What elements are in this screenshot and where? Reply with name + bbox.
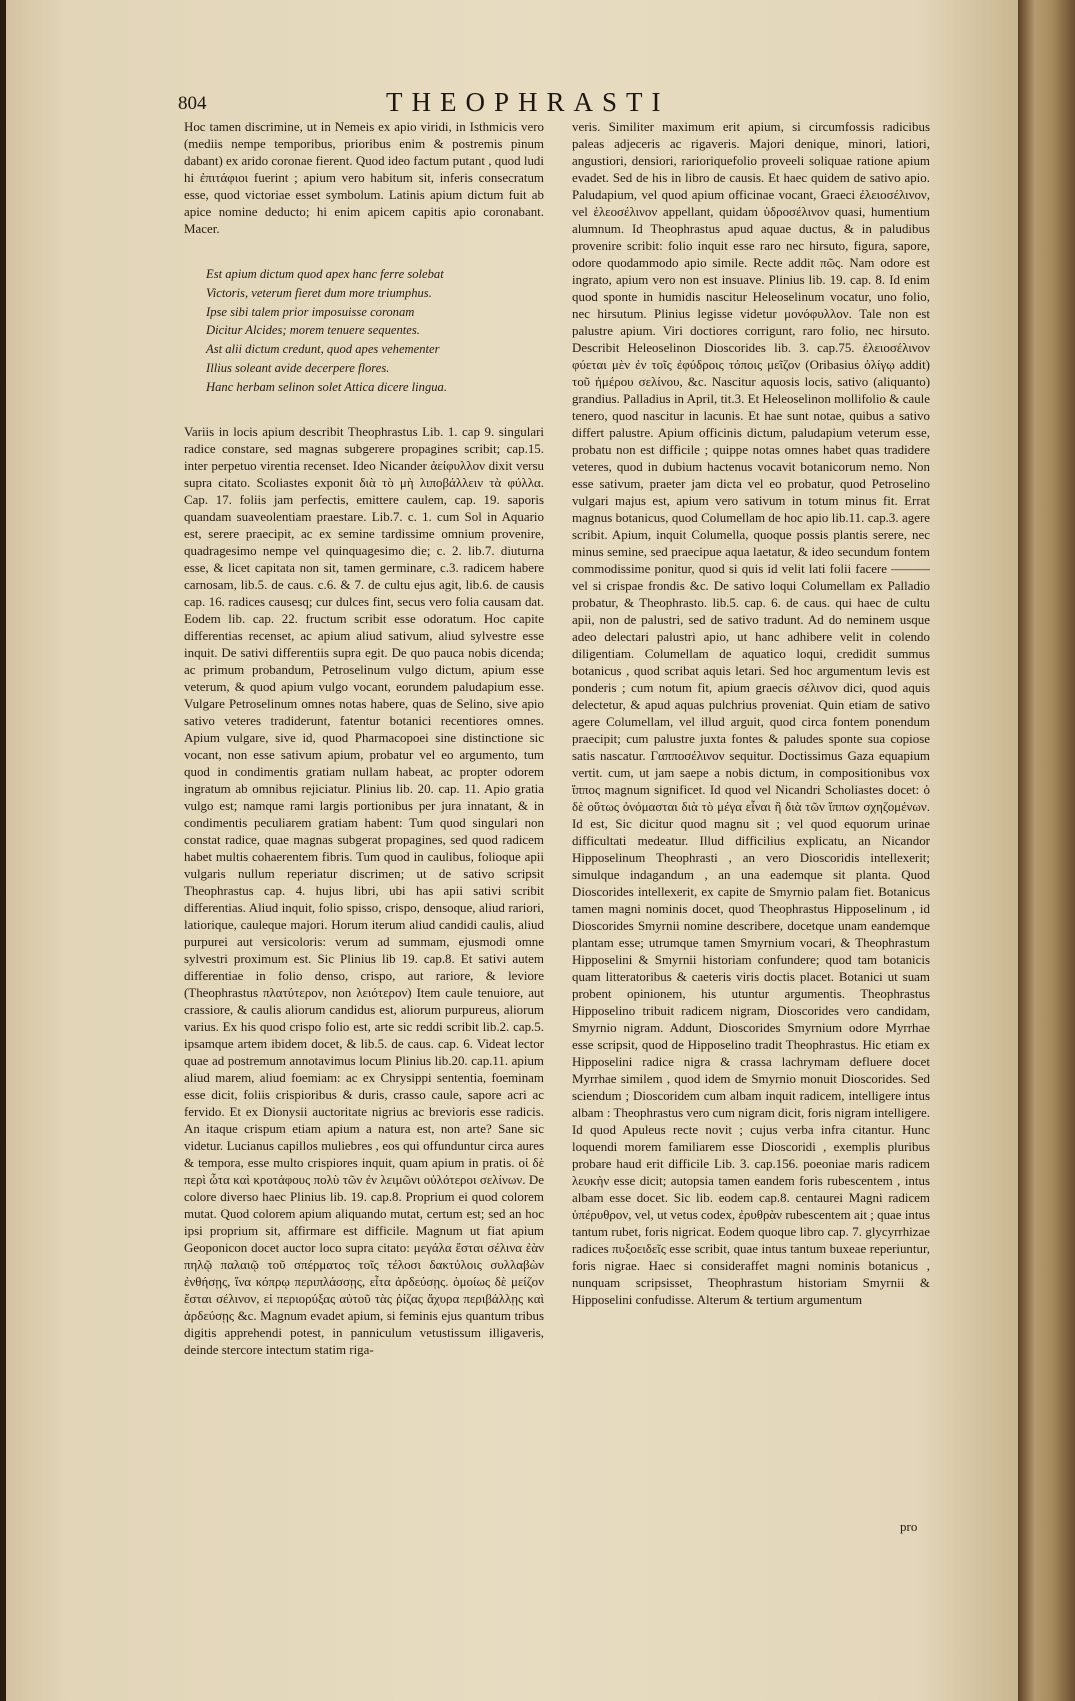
commentary-paragraph: veris. Similiter maximum erit apium, si circumfossis radicibus paleas adjeceris ac rigaveris. Majori denique, minori, latiori, angustiori, densiori, rarioriquefolio proveeli soliquae ratione apium evadet. Sed de his in libro de causis. Et haec quidem de sativo apio. Paludapium, vel quod apium officinae vocant, Graeci ἐλειοσέλινον, vel ἑλεοσέλινον appellant, quidam ὑδροσέλινον quasi, humentium alumnum. Id Theophrastus apud aquae ductus, & in paludibus provenire scribit: folio inquit esse raro nec hirsuto, figura, sapore, odore quodammodo apio simile. Recte addit πῶς. Nam odore est ingrato, apium vero non est insuave. Plinius lib. 19. cap. 8. Id enim quod sponte in humidis nascitur Heleoselinum vocatur, uno folio, nec hirsutum. Plinius legisse videtur μονόφυλλον. Tale non est palustre apium. Viri doctiores corrigunt, raro folio, nec hirsuto. Describit Heleoselinon Dioscorides lib. 3. cap.75. ἐλειοσέλινον φύεται μὲν ἐν τοῖς ἐφύδροις τόποις μεῖζον (Oribasius ὀλίγῳ addit) τοῦ ἡμέρου σελίνου, &c. Nascitur aquosis locis, sativo (aliquanto) grandius. Palladius in April, tit.3. Et Heleoselinon mollifolio & caule tenero, quod nascitur in lacunis. Et hae sunt notae, quibus a sativo differt palustre. Apium officinis dictum, paludapium veterum esse, probatu non est difficile ; quippe notas omnes habet quas tradidere veteres, quod in dubium hactenus vocavit botanicorum nemo. Non esse sativum, praeter jam dicta vel eo probatur, quod Petroselino vulgari majus est, apium vero sativum in totum minus fit. Errat magnus botanicus, quod Columellam de hoc apio lib.11. cap.3. agere scribit. Apium, inquit Columella, quoque possis plantis serere, nec minus semine, sed praecipue aqua laetatur, & ideo secundum fontem commodissime ponitur, quod si quis id velit lati folii facere ——— vel si crispae frondis &c. De sativo loqui Columellam ex Palladio probatur, & Theophrasto. lib.5. cap. 6. de caus. qui haec de cultu apii, non de palustri, sed de sativo tradunt. Ad do neminem usque adeo delectari palustri apio, ut hanc adhibere velit in colendo diligentiam. Columellam de aquatico loqui, credidit summus botanicus , quod scribat aquis letari. Sed hoc argumentum levis est ponderis ; cum notum fit, apium graecis σέλινον dici, quod aquis delectetur, & apud aquas pulchrius proveniat. Quin etiam de sativo agere Columellam, vel illud arguit, quod circa fontem ponendum praecipit; cum palustre juxta fontes & paludes sponte sua copiose satis nascatur. Γαπποσέλινον sequitur. Doctissimus Gaza equapium vertit. cum, ut jam saepe a nobis dictum, in compositionibus vox ἵππος magnum significet. Id quod vel Nicandri Scholiastes docet: ὁ δὲ οὕτως ὀνόμασται διὰ τὸ μέγα εἶναι ἢ διὰ τῶν ἵππων σχηζομένων. Id est, Sic dicitur quod magnu sit ; vel quod equorum urinae difficultati medeatur. Illud difficilius explicatu, an Nicandor Hipposelinum Theophrasti , an vero Dioscoridis intellexerit; simulque indagandum , an una eademque sit planta. Quod Dioscorides intellexerit, ex capite de Smyrnio palam fiet. Botanicus tamen magni nominis docet, quod Theophrastus Hipposelinum , id Dioscorides Smyrnii nomine describere, docetque unam eandemque plantam esse; utrumque tamen Smyrnium vocari, & Theophrastum Hipposelini & Smyrnii historiam confundere; quod tam botanicis quam litteratoribus & caeteris viris doctis placet. Botanici ut suam probent opinionem, his utuntur argumentis. Theophrastus Hipposelino tribuit radicem nigram, Dioscorides vero candidam, Smyrnio nigram. Addunt, Dioscorides Smyrnium odore Myrrhae esse scripsit, quod de Hipposelino tradit Theophrastus. Hic etiam ex Hipposelini radice nigra & crassa lachrymam defluere docet Myrrhae similem , quod idem de Smyrnio monuit Dioscorides. Sed sciendum ; Dioscoridem cum albam inquit radicem, intelligere intus albam : Theophrastus vero cum nigram dicit, foris nigram intelligere. Id quod Apuleus recte novit ; cujus verba infra citantur. Hunc loquendi morem familiarem esse Dioscoridi , exemplis pluribus probare haud erit difficile Lib. 3. cap.156. poeoniae maris radicem λευκὴν esse dicit; autopsia tamen eandem foris rubescentem , intus albam esse docet. Sic lib. eodem cap.8. centaurei Magni radicem ὑπέρυθρον, vel, ut vetus codex, ἐρυθρὰν rubescentem ait ; quae intus tantum rubet, foris nigricat. Eodem quoque libro cap. 7. glycyrrhizae radices πυξοειδεῖς esse scribit, quae intus tantum buxeae reperiuntur, foris nigrae. Haec si consideraffet magni nominis botanicus , nunquam scripsisset, Theophrastum historiam Smyrnii & Hipposelini confudisse. Alterum & tertium argumentum — [572, 119, 930, 1307]
verse-quotation — [206, 265, 544, 397]
verse-line: Illius soleant avide decerpere flores. — [206, 360, 390, 375]
intro-paragraph: Hoc tamen discrimine, ut in Nemeis ex apio viridi, in Isthmicis vero (mediis nempe temporibus, prioribus enim & postremis pinum dabant) ex arido coronae fierent. Quod ideo factum putant , quod ludi hi ἐπιτάφιοι fuerint ; apium vero habitum sit, inferis consecratum esse, quod victoriae esset symbolum. Latinis apium dictum fuit ab apice nomine deducto; hi enim apicem capitis apio coronabant. Macer. — [184, 119, 544, 236]
left-column — [184, 118, 544, 1358]
catchword: pro — [900, 1519, 918, 1534]
commentary-paragraph: Variis in locis apium describit Theophrastus Lib. 1. cap 9. singulari radice constare, sed magnas subgerere propagines scribit; cap.15. inter perpetuo virentia recenset. Ideo Nicander ἀείφυλλον dixit versu supra citato. Scoliastes exponit διὰ τὸ μὴ λιποβάλλειν τὰ φύλλα. Cap. 17. foliis jam perfectis, emittere caulem, cap. 19. saporis quandam suaveolentiam praestare. Lib.7. c. 1. cum Sol in Aquario est, serere praecipit, ac ex semine tardissime omnium provenire, quadragesimo nempe vel quinquagesimo die; c. 2. lib.7. diuturna esse, & licet capitata non sit, tamen germinare, c.3. radicem habere carnosam, lib.5. de caus. c.6. & 7. de cultu ejus agit, lib.6. de causis cap. 16. radices causesq; cur dulces fint, secus vero folia causam dat. Eodem lib. cap. 22. fructum scribit esse odoratum. Hoc capite differentias recenset, ac apium aliud sativum, aliud sylvestre esse inquit. De sativi differentiis supra egit. De quo pauca nobis dicenda; ac primum probandum, Petroselinum vulgo dictum, apium esse veterum, & quod apium vulgo vocant, eorundem paludapium esse. Vulgare Petroselinum omnes notas habere, quas de Selino, sive apio sativo veteres tradiderunt, fatentur botanici recentiores omnes. Apium vulgare, sive id, quod Pharmacopoei sine distinctione sic vocant, non esse sativum apium, probatur vel eo argumento, tum quod in condimentis gratiam nullam habeat, ac propter odorem ingratum ab omnibus rejiciatur. Plinius lib. 20. cap. 11. Apio gratia vulgo est; namque rami largis portionibus per jura innatant, & in condimentis peculiarem gratiam habent: Tum quod singulari non constat radice, quae magnas subgerat propagines, sed quod radicem habet multis cohaerentem fibris. Tum quod in caulibus, folioque apii vulgaris nullum reperiatur discrimen; ut de sativo scripsit Theophrastus cap. 4. hujus libri, ubi has apii sativi scribit differentias. Aliud inquit, folio spisso, crispo, densoque, aliud rariori, latiorique, cauleque majori. Horum iterum aliud candidi caulis, aliud purpurei aut versicoloris: verum ad summam, ejusmodi omne sylvestri proximum est. Sic Plinius lib 19. cap.8. Et sativi autem differentiae in folio denso, crispo, aut rariore, & leviore (Theophrastus πλατύτερον, non λειότερον) Item caule tenuiore, aut crassiore, & caulis aliorum candidus est, aliorum purpureus, aliorum varius. Ex his quod crispo folio est, arte sic reddi scribit lib.2. cap.5. ipsamque artem ibidem docet, & lib.5. de caus. cap. 6. Videat lector quae ad postremum annotavimus locum Plinius lib.20. cap.11. apium aliud marem, aliud foemiam: ac ex Chrysippi sententia, foeminam esse dicit, foliis crispioribus & duris, crasso caule, sapore acri ac fervido. Et ex Dionysii auctoritate nigrius ac brevioris esse radicis. An itaque crispum etiam apium a natura est, non arte? Sane sic videtur. Lucianus capillos muliebres , eos qui offunduntur circa aures & tempora, esse multo crispiores inquit, quam apium in pratis. οἱ δὲ περὶ ὦτα καὶ κροτάφους πολὺ τῶν ἐν λειμῶνι οὐλότεροι σελίνων. De colore diverso haec Plinius lib. 19. cap.8. Proprium ei quod colorem mutat. Quod colorem apium aliquando mutat, certum est; sed an hoc ipsi proprium sit, affirmare est difficile. Magnum ut fiat apium Geoponicon docet auctor loco supra citato: μεγάλα ἔσται σέλινα ἐὰν πηλῷ παλαιῷ τοῦ σπέρματος τοῖς τέλοσι δακτύλοις συλλαβὼν ἐνθήσῃς, ἵνα κόπρῳ περιπλάσσῃς, εἶτα ἀρδεύσῃς. ὁμοίως δὲ μείζον ἔσται σέλινον, εἰ περιορύξας αὐτοῦ τὰς ῥίζας ἄχυρα περιβάλλῃς καὶ ἀρδεύσῃς &c. Magnum evadet apium, si feminis ejus quantum tribus digitis apprehendi potest, in panniculum vetustissum illigaveris, deinde stercore intectum statim riga- — [184, 423, 544, 1357]
running-head: THEOPHRASTI — [386, 87, 670, 117]
verse-line: Hanc herbam selinon solet Attica dicere lingua. — [206, 379, 447, 394]
verse-line: Victoris, veterum fieret dum more triumphus. — [206, 285, 432, 300]
verse-line: Ast alii dictum credunt, quod apes vehementer — [206, 342, 440, 357]
book-fore-edge — [1018, 0, 1075, 1701]
page-number: 804 — [178, 93, 207, 114]
book-page — [6, 0, 1018, 1701]
verse-line: Dicitur Alcides; morem tenuere sequentes. — [206, 323, 420, 338]
right-column — [572, 118, 930, 1308]
verse-line: Est apium dictum quod apex hanc ferre solebat — [206, 267, 444, 281]
verse-line: Ipse sibi talem prior imposuisse coronam — [206, 304, 415, 319]
